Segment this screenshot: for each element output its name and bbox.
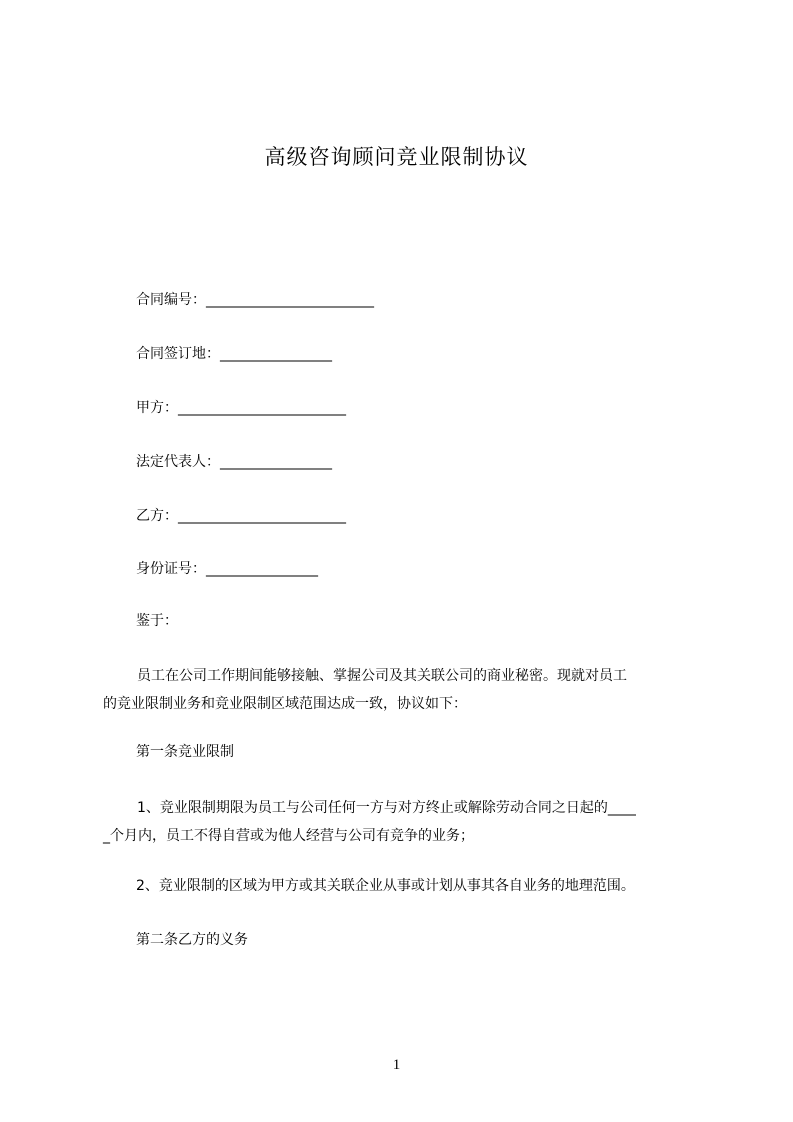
- clause-1-line-2: _个月内，员工不得自营或为他人经营与公司有竞争的业务；: [103, 828, 474, 844]
- article-1-clause-1: [103, 794, 703, 850]
- article-1-heading: 第一条竞业限制: [136, 744, 234, 760]
- party-b-field: 乙方：________________________: [136, 508, 346, 524]
- intro-paragraph: [103, 662, 703, 718]
- party-a-field: 甲方：________________________: [136, 400, 346, 416]
- article-2-heading: 第二条乙方的义务: [136, 932, 248, 948]
- document-title: 高级咨询顾问竞业限制协议: [264, 145, 529, 169]
- contract-number-field: 合同编号：________________________: [136, 292, 374, 308]
- whereas-heading: 鉴于：: [136, 613, 178, 629]
- page-number: 1: [392, 1057, 401, 1073]
- intro-line-2: 的竞业限制业务和竞业限制区域范围达成一致，协议如下：: [103, 696, 467, 712]
- id-number-field: 身份证号：________________: [136, 561, 318, 577]
- article-1-clause-2: 2、竞业限制的区域为甲方或其关联企业从事或计划从事其各自业务的地理范围。: [136, 878, 635, 894]
- signing-place-field: 合同签订地：________________: [136, 346, 332, 362]
- legal-representative-field: 法定代表人：________________: [136, 454, 332, 470]
- intro-line-1: 员工在公司工作期间能够接触、掌握公司及其关联公司的商业秘密。现就对员工: [137, 668, 627, 684]
- clause-1-line-1: 1、竞业限制期限为员工与公司任何一方与对方终止或解除劳动合同之日起的____: [137, 800, 636, 816]
